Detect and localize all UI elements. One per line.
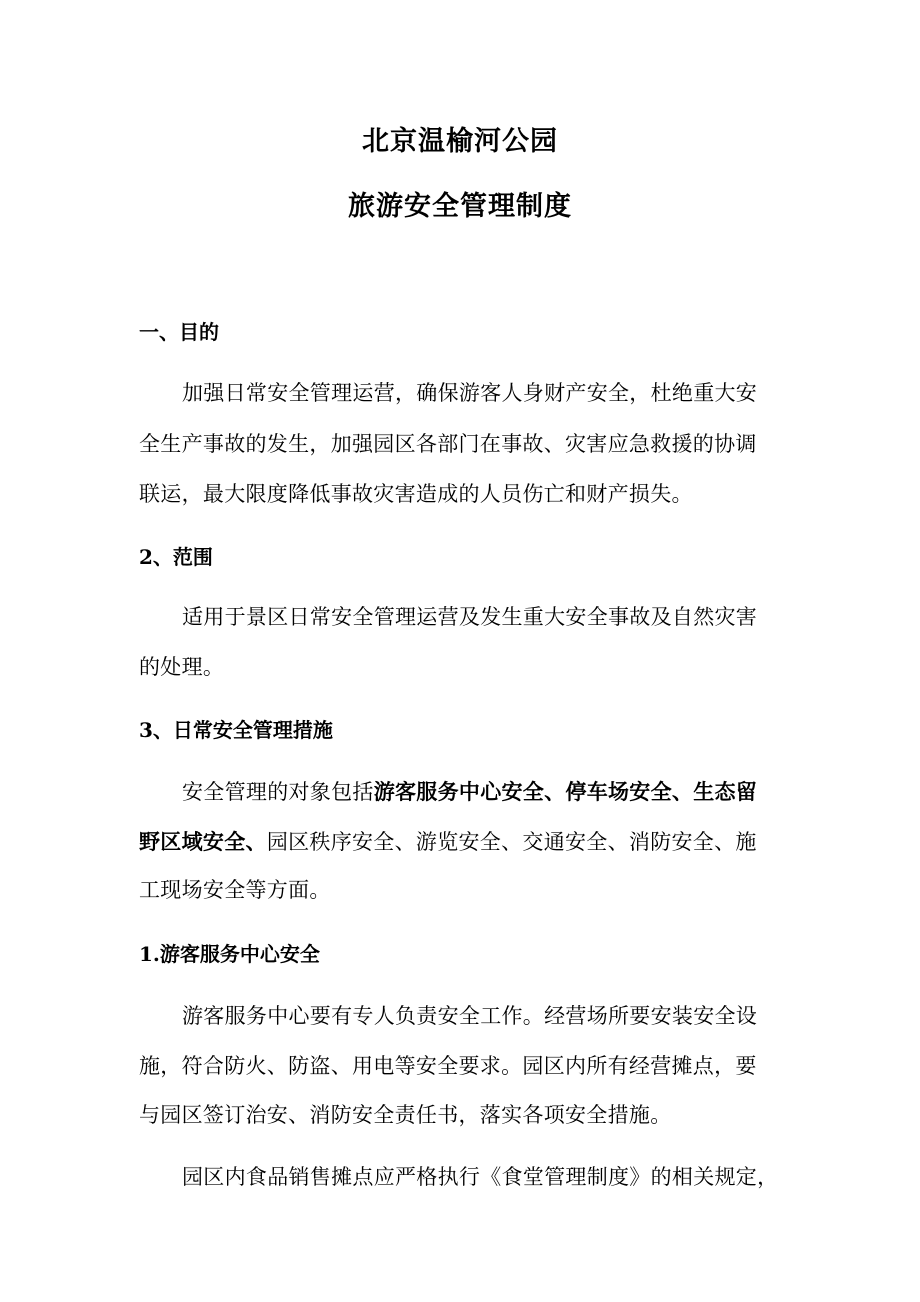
document-title-line2: 旅游安全管理制度 — [348, 191, 572, 222]
subsection-heading-visitor-center: 1.游客服务中心安全 — [139, 942, 320, 966]
document-title-line1: 北京温榆河公园 — [362, 126, 558, 157]
bold-text: 游客服务中心安全、停车场安全、生态留 — [373, 779, 758, 804]
paragraph-line: 施，符合防火、防盗、用电等安全要求。园区内所有经营摊点，要 — [139, 1054, 757, 1078]
paragraph-line — [182, 776, 757, 806]
normal-text: 园区秩序安全、游览安全、交通安全、消防安全、施 — [266, 830, 757, 854]
section-heading-daily-safety: 3、日常安全管理措施 — [139, 718, 333, 742]
bold-text: 野区域安全、 — [139, 829, 267, 854]
paragraph-line: 加强日常安全管理运营，确保游客人身财产安全，杜绝重大安 — [182, 381, 758, 405]
paragraph-line: 适用于景区日常安全管理运营及发生重大安全事故及自然灾害 — [182, 605, 758, 629]
paragraph-line: 全生产事故的发生，加强园区各部门在事故、灾害应急救援的协调 — [139, 432, 757, 456]
paragraph-line: 工现场安全等方面。 — [139, 878, 331, 902]
normal-text: 安全管理的对象包括 — [182, 780, 374, 804]
section-heading-purpose: 一、目的 — [139, 320, 219, 344]
paragraph-line: 与园区签订治安、消防安全责任书，落实各项安全措施。 — [139, 1103, 672, 1127]
paragraph-line: 游客服务中心要有专人负责安全工作。经营场所要安装安全设 — [182, 1004, 758, 1028]
paragraph-line: 联运，最大限度降低事故灾害造成的人员伤亡和财产损失。 — [139, 482, 693, 506]
paragraph-line — [139, 826, 757, 856]
section-heading-scope: 2、范围 — [139, 545, 213, 569]
paragraph-line: 园区内食品销售摊点应严格执行《食堂管理制度》的相关规定， — [182, 1165, 779, 1189]
paragraph-line: 的处理。 — [139, 655, 225, 679]
